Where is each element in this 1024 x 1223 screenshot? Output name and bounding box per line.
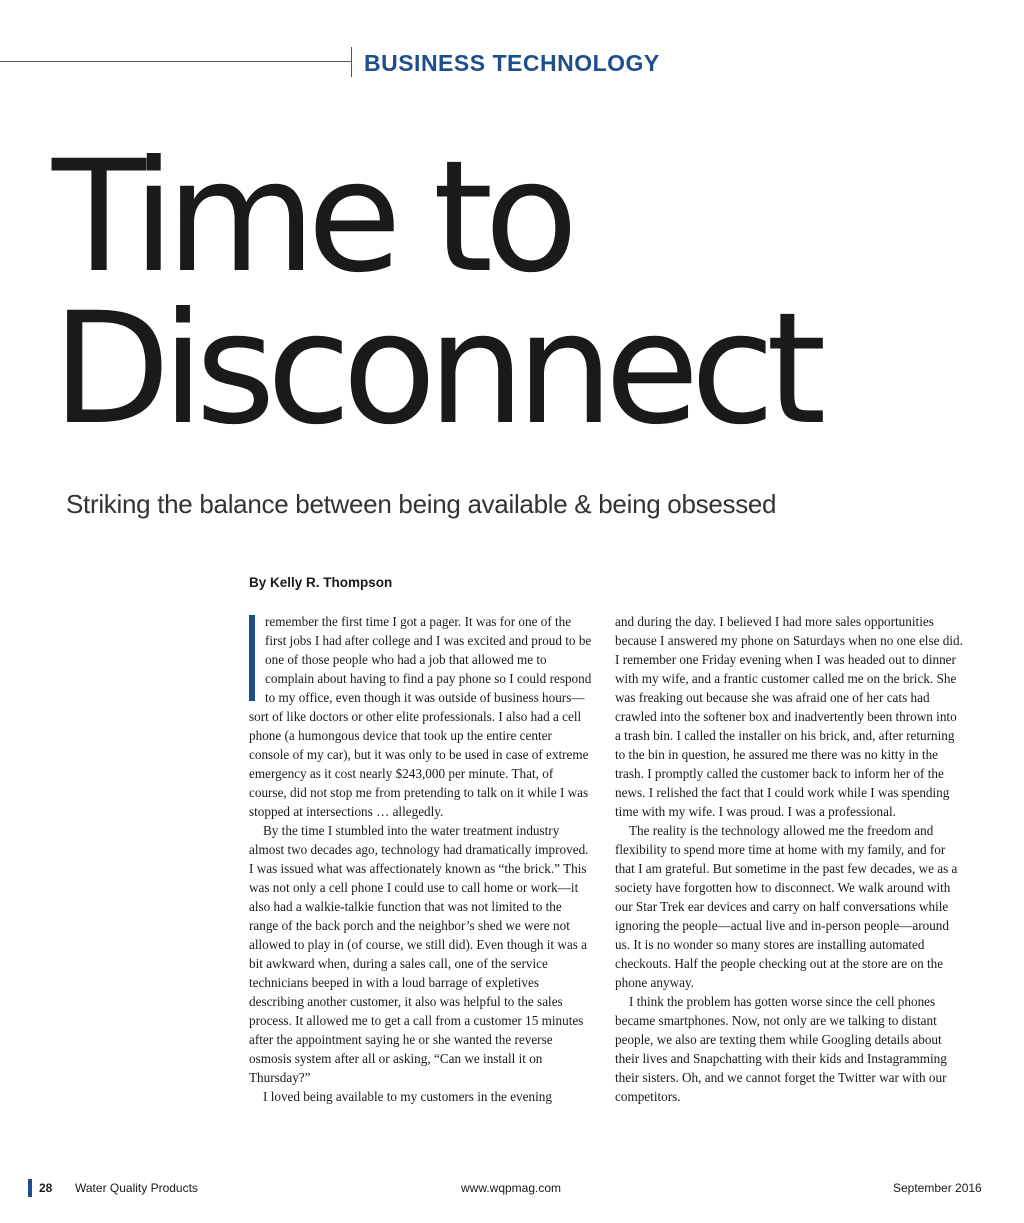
paragraph: I loved being available to my customers in the evening (263, 1089, 552, 1104)
section-label: BUSINESS TECHNOLOGY (364, 50, 660, 76)
paragraph: By the time I stumbled into the water treatment industry almost two decades ago, technology had dramatically improved. I was issued what was affectionately known as “the brick.” This was not only a cell phone I could use to call home or work—it also had a walkie-talkie function that was not limited to the range of the back porch and the neighbor’s shed we were not allowed to play in (of course, we still did). Even though it was a bit awkward when, during a sales call, one of the service technicians beeped in with a loud barrage of expletives describing another customer, it also was helpful to the sales process. It allowed me to get a call from a customer 15 minutes after the appointment saying he or she wanted the reverse osmosis system after all or asking, “Can we install it on Thursday?” (249, 823, 589, 1085)
website-url[interactable]: www.wqpmag.com (461, 1181, 562, 1195)
article-subtitle: Striking the balance between being available & being obsessed (66, 489, 777, 519)
paragraph: remember the first time I got a pager. It was for one of the first jobs I had after college and I was excited and proud to be one of those people who had a job that allowed me to complain about having to find a pay phone so I could respond to my office, even though it was outside of business hours—sort of like doctors or other elite professionals. I also had a cell phone (a humongous device that took up the entire center console of my car), but it was only to be used in case of extreme emergency as it cost nearly $243,000 per minute. That, of course, did not stop me from pretending to talk on it while I was stopped at intersections … allegedly. (249, 614, 592, 819)
title-line-2: Disconnect (52, 280, 818, 459)
dropcap (249, 615, 255, 701)
article-title (52, 128, 818, 459)
paragraph: The reality is the technology allowed me the freedom and flexibility to spend more time at home with my family, and for that I am grateful. But sometime in the past few decades, we as a society have forgotten how to disconnect. We walk around with our Star Trek ear devices and carry on half conversations while ignoring the people—actual live and in-person people—around us. It is no wonder so many stores are installing automated checkouts. Half the people checking out at the store are on the phone anyway. (615, 823, 958, 990)
publication-name: Water Quality Products (75, 1181, 198, 1195)
title-line-1: Time to (52, 128, 570, 307)
page-number: 28 (39, 1181, 53, 1195)
header-rule (0, 61, 352, 62)
left-column (249, 612, 593, 1106)
issue-date: September 2016 (893, 1181, 982, 1195)
paragraph: I think the problem has gotten worse since the cell phones became smartphones. Now, not only are we talking to distant people, we also are texting them while Googling details about their lives and Snapchatting with their kids and Instagramming their sisters. Oh, and we cannot forget the Twitter war with our competitors. (615, 994, 947, 1104)
right-column (615, 612, 963, 1106)
footer-accent-bar (28, 1179, 32, 1197)
byline: By Kelly R. Thompson (249, 575, 393, 590)
paragraph: and during the day. I believed I had more sales opportunities because I answered my phone on Saturdays when no one else did. I remember one Friday evening when I was headed out to dinner with my wife, and a frantic customer called me on the brick. She was freaking out because she was afraid one of her cats had crawled into the softener box and inadvertently been thrown into a trash bin. I called the installer on his brick, and, after returning to the bin in question, he assured me there was no kitty in the trash. I promptly called the customer back to inform her of the news. I relished the fact that I could work while I was spending time with my wife. I was proud. I was a professional. (615, 614, 963, 819)
header-divider (351, 47, 352, 77)
